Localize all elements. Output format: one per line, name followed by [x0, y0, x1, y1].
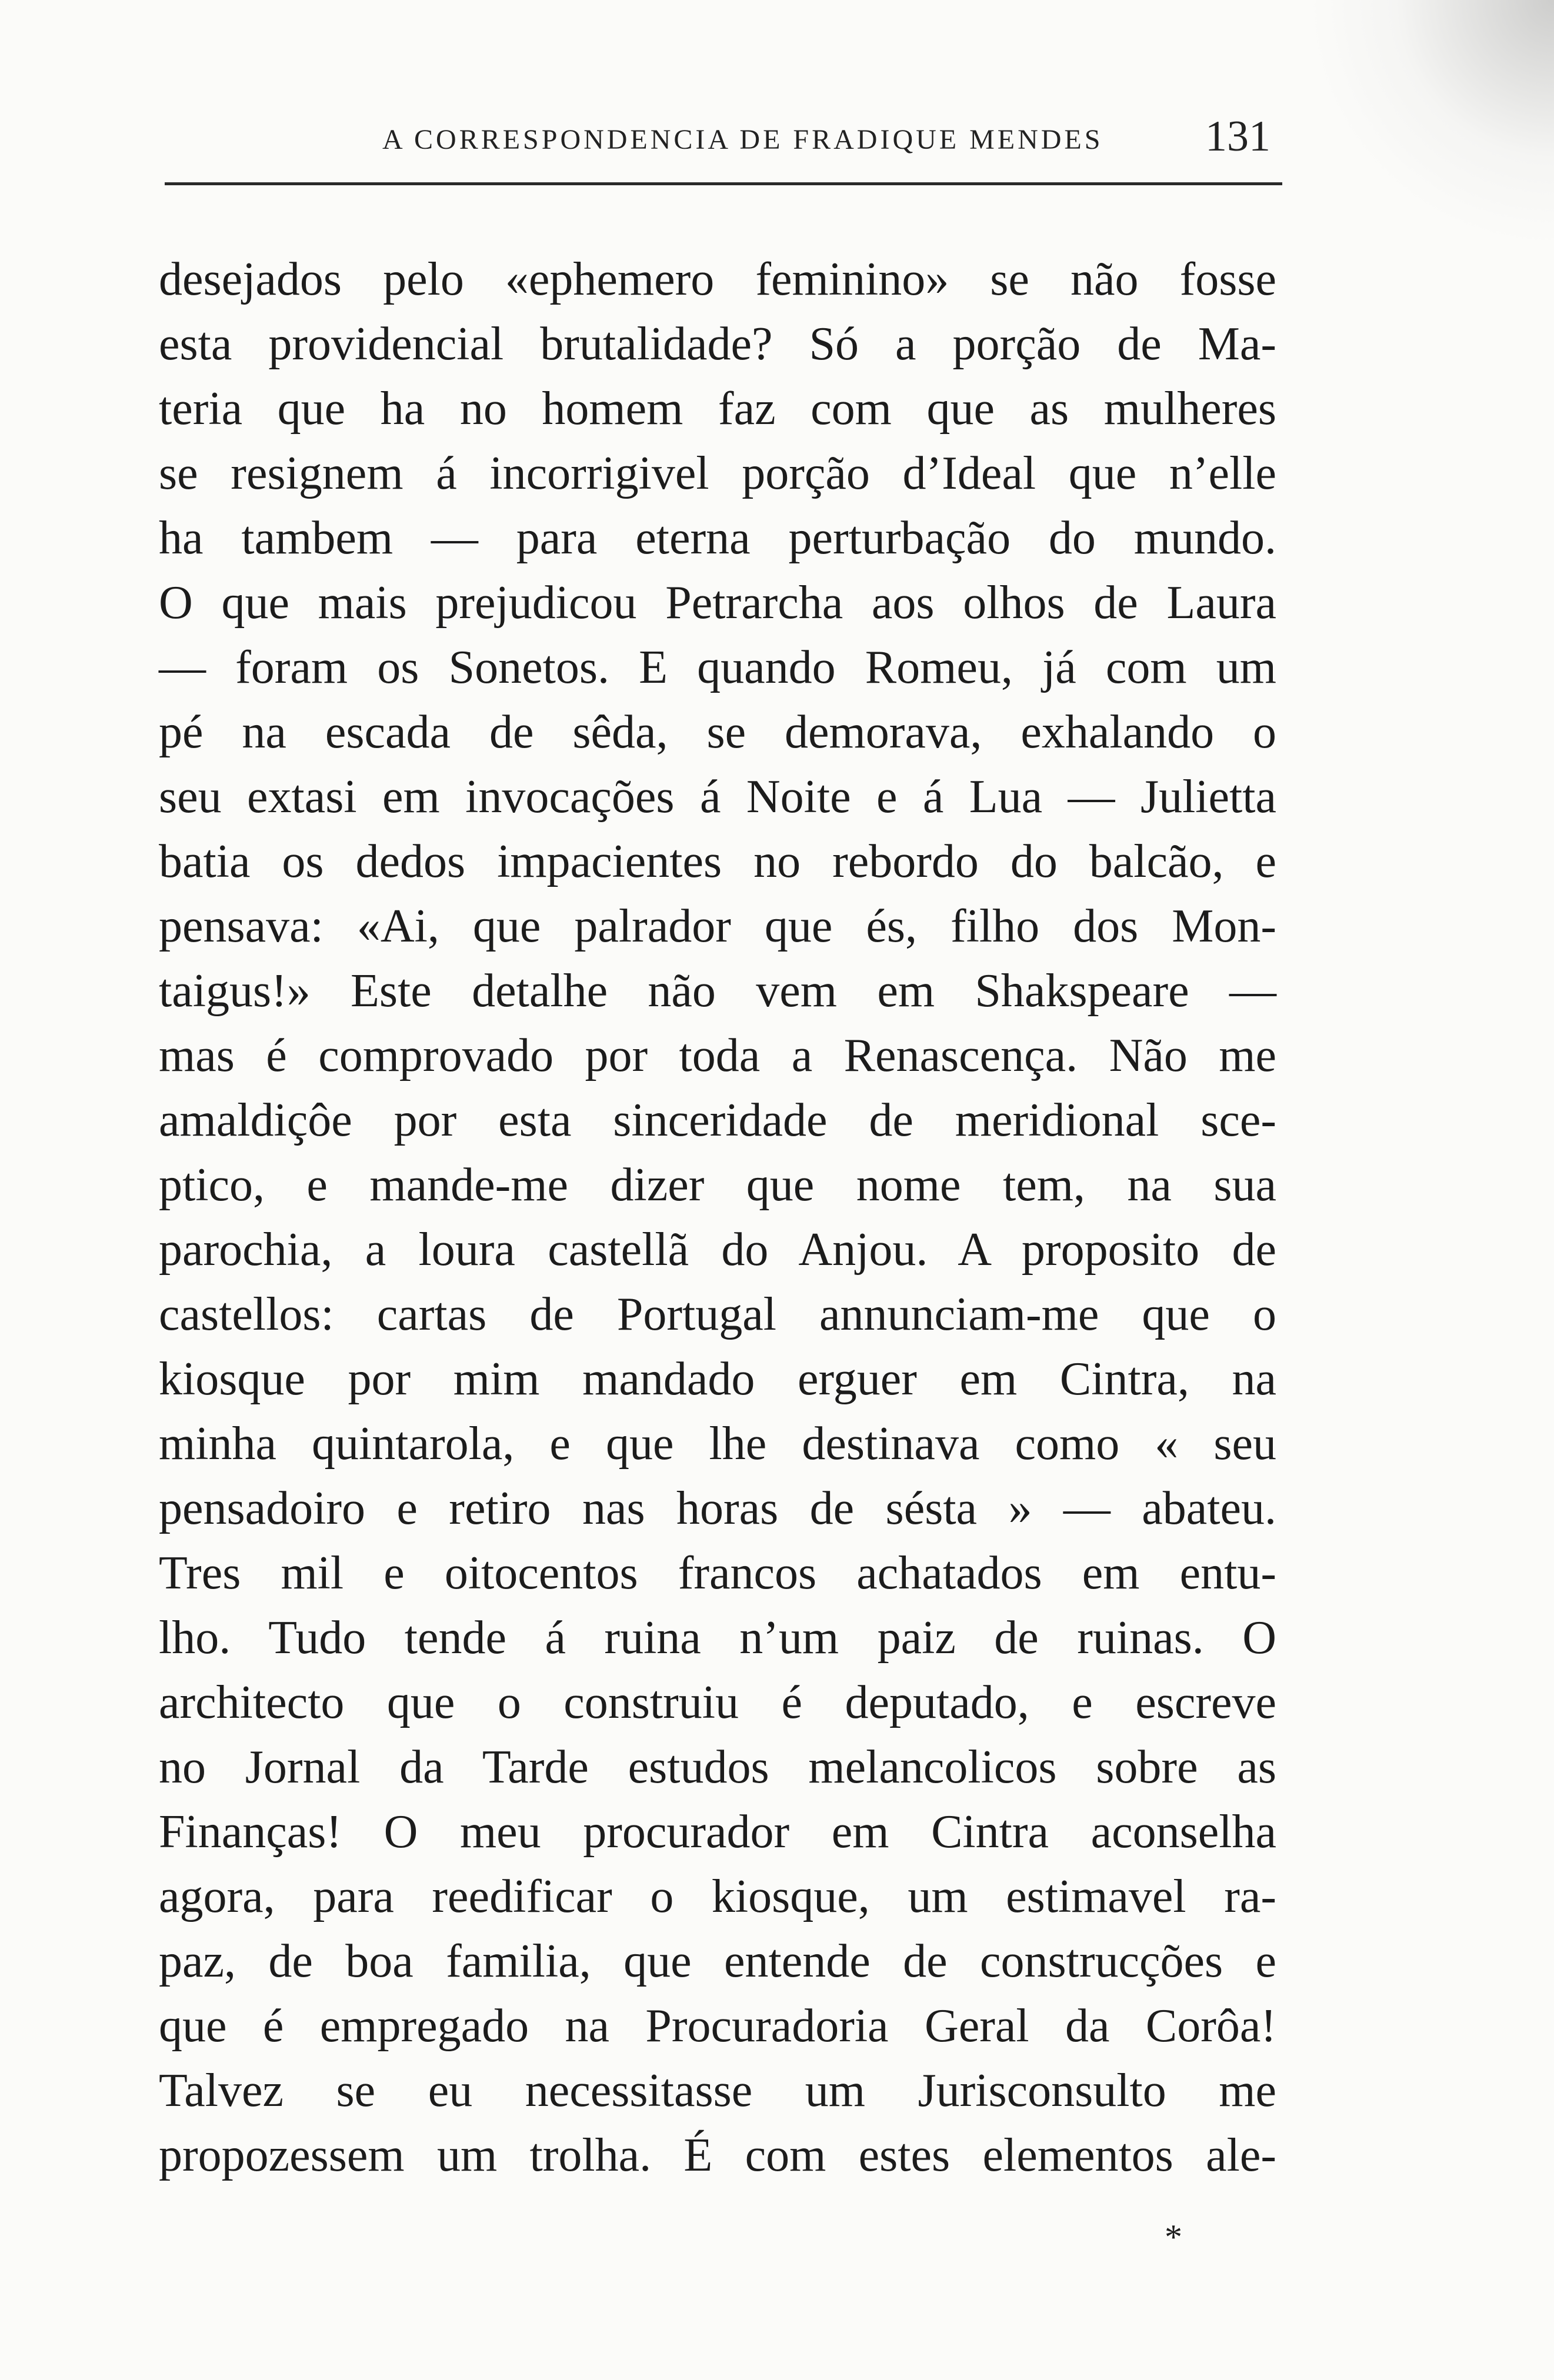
- text-line: pensava: «Ai, que palrador que és, filho dos Mon-: [159, 900, 1276, 952]
- text-line: architecto que o construiu é deputado, e escreve: [159, 1677, 1276, 1728]
- text-line: propozessem um trolha. É com estes elementos ale-: [159, 2129, 1276, 2181]
- page-number: 131: [1205, 112, 1270, 161]
- scan-shadow: [1307, 0, 1554, 247]
- text-line: mas é comprovado por toda a Renascença. Não me: [159, 1030, 1276, 1081]
- text-line: ha tambem — para eterna perturbação do mundo.: [159, 512, 1276, 564]
- text-line: desejados pelo «ephemero feminino» se não fosse: [159, 253, 1276, 305]
- text-line: batia os dedos impacientes no rebordo do balcão, e: [159, 836, 1276, 887]
- text-line: O que mais prejudicou Petrarcha aos olhos de Laura: [159, 577, 1276, 629]
- text-line: — foram os Sonetos. E quando Romeu, já com um: [159, 642, 1276, 693]
- text-line: teria que ha no homem faz com que as mulheres: [159, 383, 1276, 435]
- text-line: Finanças! O meu procurador em Cintra aconselha: [159, 1806, 1276, 1858]
- text-line: amaldiçôe por esta sinceridade de meridional sce-: [159, 1094, 1276, 1146]
- text-line: no Jornal da Tarde estudos melancolicos sobre as: [159, 1741, 1276, 1793]
- signature-mark: *: [1165, 2218, 1182, 2257]
- text-line: lho. Tudo tende á ruina n’um paiz de ruinas. O: [159, 1612, 1276, 1664]
- text-line: castellos: cartas de Portugal annunciam-me que o: [159, 1289, 1276, 1340]
- text-line: taigus!» Este detalhe não vem em Shakspeare —: [159, 965, 1276, 1017]
- text-line: pensadoiro e retiro nas horas de sésta » — abateu.: [159, 1483, 1276, 1534]
- text-line: ptico, e mande-me dizer que nome tem, na sua: [159, 1159, 1276, 1211]
- text-line: se resignem á incorrigivel porção d’Ideal que n’elle: [159, 448, 1276, 499]
- text-line: minha quintarola, e que lhe destinava como « seu: [159, 1418, 1276, 1470]
- page-header: [165, 112, 1270, 176]
- text-line: esta providencial brutalidade? Só a porção de Ma-: [159, 318, 1276, 370]
- text-line: kiosque por mim mandado erguer em Cintra, na: [159, 1353, 1276, 1405]
- text-line: seu extasi em invocações á Noite e á Lua — Julietta: [159, 771, 1276, 823]
- running-title: A CORRESPONDENCIA DE FRADIQUE MENDES: [382, 124, 1103, 155]
- text-line: agora, para reedificar o kiosque, um estimavel ra-: [159, 1871, 1276, 1922]
- text-line: pé na escada de sêda, se demorava, exhalando o: [159, 706, 1276, 758]
- text-line: Talvez se eu necessitasse um Jurisconsulto me: [159, 2065, 1276, 2117]
- body-text: [159, 247, 1276, 2188]
- header-rule: [165, 182, 1282, 185]
- text-line: parochia, a loura castellã do Anjou. A proposito de: [159, 1224, 1276, 1276]
- text-line: que é empregado na Procuradoria Geral da Corôa!: [159, 2000, 1276, 2052]
- text-line: Tres mil e oitocentos francos achatados em entu-: [159, 1547, 1276, 1599]
- text-line: paz, de boa familia, que entende de construcções e: [159, 1935, 1276, 1987]
